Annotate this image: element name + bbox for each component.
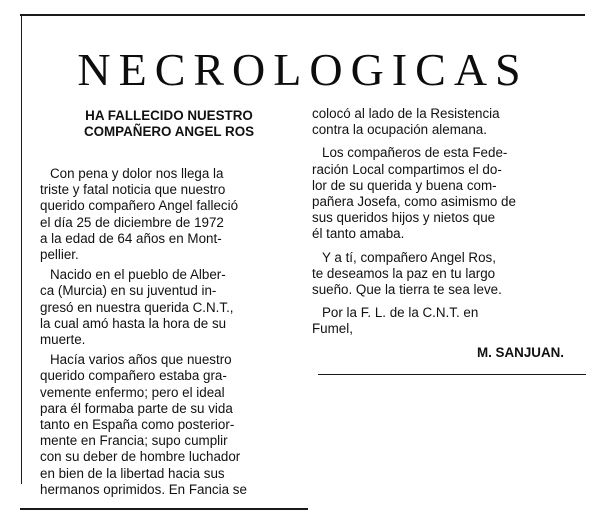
bottom-rule <box>20 508 308 510</box>
article-headline: HA FALLECIDO NUESTRO COMPAÑERO ANGEL ROS <box>83 108 255 139</box>
author-signature: M. SANJUAN. <box>476 344 564 360</box>
section-masthead: NECROLOGICAS <box>77 44 529 95</box>
paragraph-condolences: Los compañeros de esta Fede- ración Local compartimos el do- lor de su querida y buena com- pañera Josefa, como asimismo de sus queridos hijos y nietos que él tanto amaba. <box>312 145 516 242</box>
paragraph-resistance: colocó al lado de la Resistencia contra la ocupación alemana. <box>312 106 500 138</box>
left-column <box>40 108 298 502</box>
top-rule <box>20 14 585 16</box>
paragraph-federation: Por la F. L. de la C.N.T. en Fumel, <box>312 305 479 337</box>
paragraph-farewell: Y a tí, compañero Angel Ros, te deseamos la paz en tu largo sueño. Que la tierra te sea leve. <box>312 249 502 298</box>
right-column <box>312 106 580 361</box>
paragraph-illness: Hacía varios años que nuestro querido compañero estaba gra- vemente enfermo; pero el ideal para él formaba parte de su vida tanto en España como posterior- mente en Francia; supo cumplir con su deber de hombre luchador en bien de la libertad hacia sus hermanos oprimidos. En Fancia se <box>40 352 247 497</box>
right-column-bottom-rule <box>318 374 586 375</box>
paragraph-birth: Nacido en el pueblo de Alber- ca (Murcia) en su juventud in- gresó en nuestra querida C.N.T., la cual amó hasta la hora de su muerte. <box>40 267 234 348</box>
paragraph-news: Con pena y dolor nos llega la triste y fatal noticia que nuestro querido compañero Angel falleció el día 25 de diciembre de 1972 a la edad de 64 años en Mont- pellier. <box>40 166 239 263</box>
